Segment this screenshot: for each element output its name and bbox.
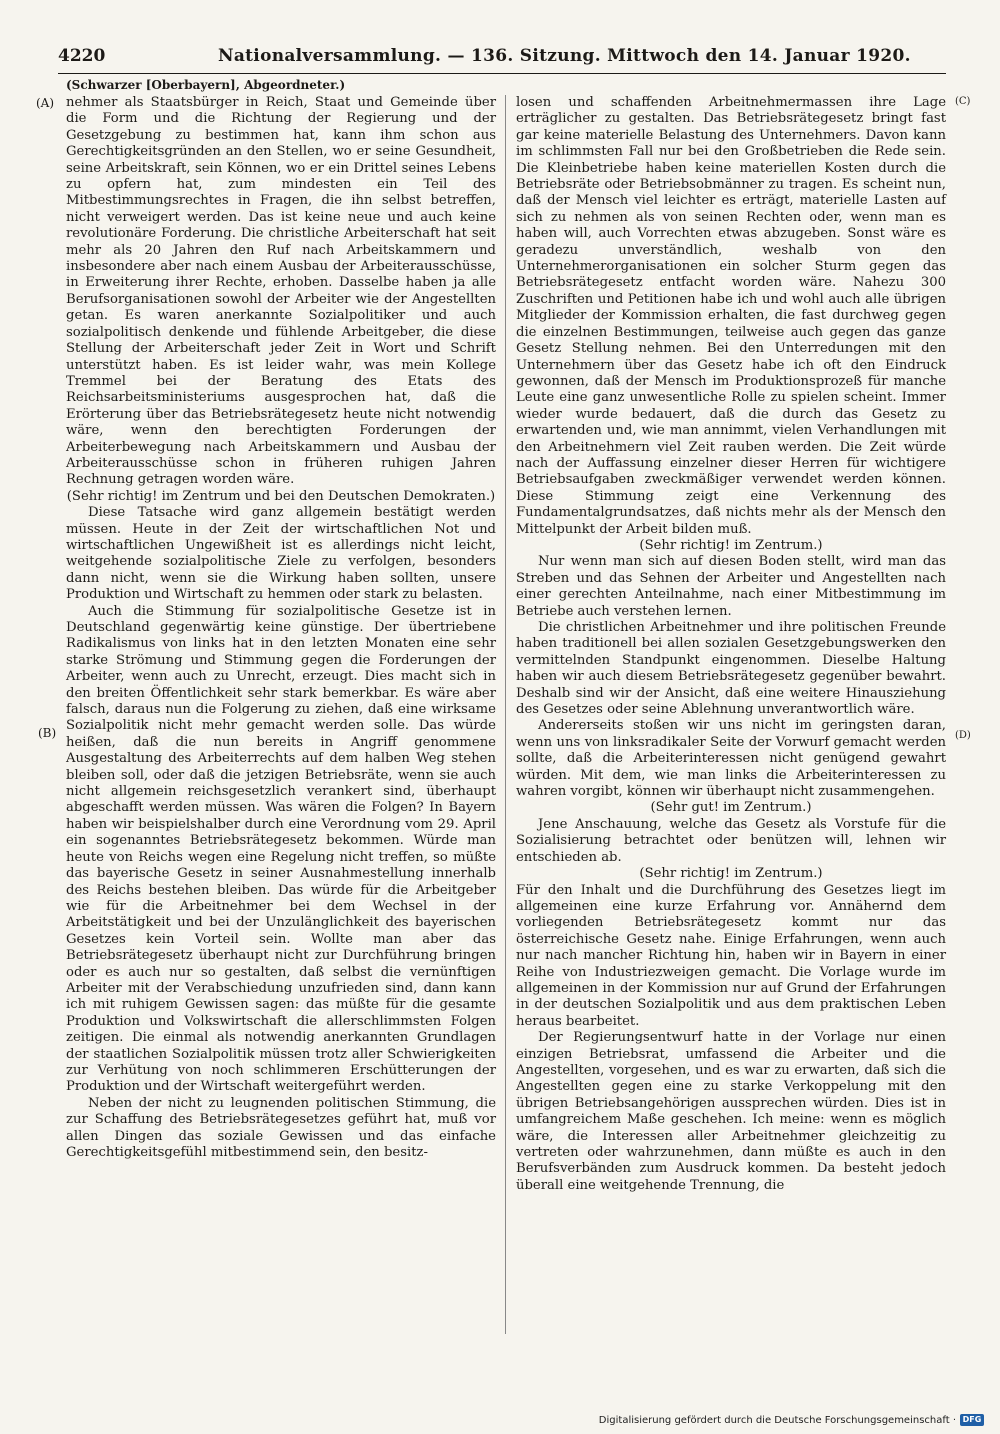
footer-text: Digitalisierung gefördert durch die Deutsche Forschungsgemeinschaft · (598, 1414, 956, 1426)
paragraph: Diese Tatsache wird ganz allgemein bestätigt werden müssen. Heute in der Zeit der wirtschaftlichen Not und wirtschaftlichen Ungewißheit ist es allerdings nicht leicht, weitgehende sozialpolitische Ziele zu verfolgen, besonders dann nicht, wenn sie die Wirkung haben sollten, unsere Produktion und Wirtschaft zu hemmen oder stark zu belasten. (66, 505, 496, 603)
interjection: (Sehr richtig! im Zentrum und bei den Deutschen Demokraten.) (66, 488, 496, 504)
margin-mark-b: (B) (38, 726, 57, 740)
paragraph: Neben der nicht zu leugnenden politischen Stimmung, die zur Schaffung des Betriebsrätegesetzes geführt hat, muß vor allen Dingen das soziale Gewissen und das einfache Gerechtigkeitsgefühl mitbestimmend sein, den besitz- (66, 1095, 496, 1160)
paragraph: Der Regierungsentwurf hatte in der Vorlage nur einen einzigen Betriebsrat, umfassend die Arbeiter und die Angestellten, vorgesehen, und es war zu erwarten, daß sich die Angestellten gegen eine zu starke Verkoppelung mit den übrigen Betriebsangehörigen aussprechen würden. Dies ist in umfangreichem Maße geschehen. Ich meine: wenn es möglich wäre, die Interessen aller Arbeitnehmer gleichzeitig zu vertreten oder wahrzunehmen, dann müßte es auch in den Berufsverbänden zum Ausdruck kommen. Da besteht jedoch überall eine weitgehende Trennung, die (516, 1030, 946, 1193)
footer-credit (599, 1414, 984, 1426)
paragraph: Andererseits stoßen wir uns nicht im geringsten daran, wenn uns von linksradikaler Seite der Vorwurf gemacht werden sollte, daß die Arbeiterinteressen nicht genügend gewahrt würden. Mit dem, wie man links die Arbeiterinteressen zu wahren vorgibt, können wir überhaupt nicht zusammengehen. (516, 718, 946, 800)
dfg-logo-icon: DFG (960, 1414, 984, 1426)
right-column (516, 95, 946, 1194)
paragraph: Die christlichen Arbeitnehmer und ihre politischen Freunde haben traditionell bei allen sozialen Gesetzgebungswerken den vermittelnden Standpunkt eingenommen. Dieselbe Haltung haben wir auch diesem Betriebsrätegesetz gegenüber bewahrt. Deshalb sind wir der Ansicht, daß eine weitere Hinausziehung des Gesetzes oder seine Ablehnung unverantwortlich wäre. (516, 620, 946, 718)
margin-mark-a: (A) (36, 96, 55, 110)
page-number: 4220 (58, 46, 106, 66)
page-header (58, 44, 946, 74)
margin-mark-d: (D) (955, 730, 971, 741)
paragraph: Auch die Stimmung für sozialpolitische Gesetze ist in Deutschland gegenwärtig keine günstige. Der übertriebene Radikalismus von links hat in den letzten Monaten eine sehr starke Strömung und Stimmung gegen die Forderungen der Arbeiter, wenn auch zu Unrecht, erzeugt. Dies macht sich in den breiten Öffentlichkeit sehr stark bemerkbar. Es wäre aber falsch, daraus nun die Folgerung zu ziehen, daß eine wirksame Sozialpolitik nicht mehr gemacht werden solle. Das würde heißen, daß die nun bereits in Angriff genommene Ausgestaltung des Arbeiterrechts auf dem halben Weg stehen bleiben soll, oder daß die jetzigen Betriebsräte, wenn sie auch nicht allgemein reichsgesetzlich verankert sind, überhaupt abgeschafft werden müssen. Was wären die Folgen? In Bayern haben wir beispielshalber durch eine Verordnung vom 29. April ein sogenanntes Betriebsrätegesetz bekommen. Würde man heute von Reichs wegen eine Regelung nicht treffen, so müßte das bayerische Gesetz in seiner Ausnahmestellung innerhalb des Reichs bestehen bleiben. Das würde für die Arbeitgeber wie für die Arbeitnehmer bei dem Wechsel in der Arbeitstätigkeit und bei der Unzulänglichkeit des bayerischen Gesetzes kein Vorteil sein. Wollte man aber das Betriebsrätegesetz überhaupt nicht zur Durchführung bringen oder es auch nur so gestalten, daß selbst die vernünftigen Arbeiter mit der Verabschiedung unzufrieden sind, dann kann ich mit ruhigem Gewissen sagen: das müßte für die gesamte Produktion und Volkswirtschaft die allerschlimmsten Folgen zeitigen. Die einmal als notwendig anerkannten Grundlagen der staatlichen Sozialpolitik müssen trotz aller Schwierigkeiten zur Verhütung von noch schlimmeren Erschütterungen der Produktion und der Wirtschaft weitergeführt werden. (66, 603, 496, 1095)
interjection: (Sehr gut! im Zentrum.) (650, 800, 812, 816)
paragraph: nehmer als Staatsbürger in Reich, Staat und Gemeinde über die Form und die Richtung der Regierung und der Gesetzgebung zu bestimmen hat, kann ihm schon aus Gerechtigkeitsgründen an den Stellen, wo er seine Gesundheit, seine Arbeitskraft, sein Können, wo er ein Drittel seines Lebens zu opfern hat, zum mindesten ein Teil des Mitbestimmungsrechtes in Fragen, die ihn selbst betreffen, nicht verweigert werden. Das ist keine neue und auch keine revolutionäre Forderung. Die christliche Arbeiterschaft hat seit mehr als 20 Jahren den Ruf nach Arbeitskammern und insbesondere aber nach einem Ausbau der Arbeiterausschüsse, in Erweiterung ihrer Rechte, erhoben. Dasselbe haben ja alle Berufsorganisationen sowohl der Arbeiter wie der Angestellten getan. Es waren anerkannte Sozialpolitiker und auch sozialpolitisch denkende und fühlende Arbeitgeber, die diese Stellung der Arbeiterschaft jeder Zeit in Wort und Schrift unterstützt haben. Es ist leider wahr, was mein Kollege Tremmel bei der Beratung des Etats des Reichsarbeitsministeriums ausgesprochen hat, daß die Erörterung über das Betriebsrätegesetz heute nicht notwendig wäre, wenn den berechtigten Forderungen der Arbeiterbewegung nach Arbeitskammern und Ausbau der Arbeiterausschüsse schon in früheren ruhigen Jahren Rechnung getragen worden wäre. (66, 95, 496, 488)
interjection: (Sehr richtig! im Zentrum.) (639, 537, 823, 553)
running-title: Nationalversammlung. — 136. Sitzung. Mittwoch den 14. Januar 1920. (218, 46, 911, 66)
margin-mark-c: (C) (955, 96, 971, 107)
speaker-note: (Schwarzer [Oberbayern], Abgeordneter.) (66, 78, 346, 92)
interjection: (Sehr richtig! im Zentrum.) (639, 866, 823, 882)
paragraph: Jene Anschauung, welche das Gesetz als Vorstufe für die Sozialisierung betrachtet oder benützen will, lehnen wir entschieden ab. (516, 816, 946, 865)
paragraph: Für den Inhalt und die Durchführung des Gesetzes liegt im allgemeinen eine kurze Erfahrung vor. Annähernd dem vorliegenden Betriebsrätegesetz kommt nur das österreichische Gesetz nahe. Einige Erfahrungen, wenn auch nur nach mancher Richtung hin, haben wir in Bayern in einer Reihe von Industriezweigen gemacht. Die Vorlage wurde im allgemeinen in der Kommission nur auf Grund der Erfahrungen in der deutschen Sozialpolitik und aus dem praktischen Leben heraus bearbeitet. (516, 882, 946, 1029)
header-rule (58, 73, 946, 74)
paragraph: Nur wenn man sich auf diesen Boden stellt, wird man das Streben und das Sehnen der Arbeiter und Angestellten nach einer gerechten Anteilnahme, nach einer Mitbestimmung im Betriebe auch verstehen lernen. (516, 554, 946, 619)
left-column (66, 95, 496, 1161)
paragraph: losen und schaffenden Arbeitnehmermassen ihre Lage erträglicher zu gestalten. Das Betriebsrätegesetz bringt fast gar keine materielle Belastung des Unternehmers. Davon kann im schlimmsten Fall nur bei den Großbetrieben die Rede sein. Die Kleinbetriebe haben keine materiellen Kosten durch die Betriebsräte oder Betriebsobmänner zu tragen. Es scheint nun, daß der Mensch viel leichter es erträgt, materielle Lasten auf sich zu nehmen als von seinen Rechten oder, wenn man es haben will, auch Vorrechten etwas abzugeben. Sonst wäre es geradezu unverständlich, weshalb von den Unternehmerorganisationen ein solcher Sturm gegen das Betriebsrätegesetz entfacht worden wäre. Nahezu 300 Zuschriften und Petitionen habe ich und wohl auch alle übrigen Mitglieder der Kommission erhalten, die fast durchweg gegen die einzelnen Bestimmungen, teilweise auch gegen das ganze Gesetz Stellung nehmen. Bei den Unterredungen mit den Unternehmern über das Gesetz habe ich oft den Eindruck gewonnen, daß der Mensch im Produktionsprozeß für manche Leute eine ganz unwesentliche Rolle zu spielen scheint. Immer wieder wurde bedauert, daß die durch das Gesetz zu erwartenden und, wie man annimmt, vielen Verhandlungen mit den Arbeitnehmern viel Zeit rauben werden. Die Zeit würde nach der Auffassung einzelner dieser Herren für wichtigere Betriebsaufgaben zweckmäßiger verwendet werden können. Diese Stimmung zeigt eine Verkennung des Fundamentalgrundsatzes, daß nichts mehr als der Mensch den Mittelpunkt der Arbeit bilden muß. (516, 95, 946, 537)
